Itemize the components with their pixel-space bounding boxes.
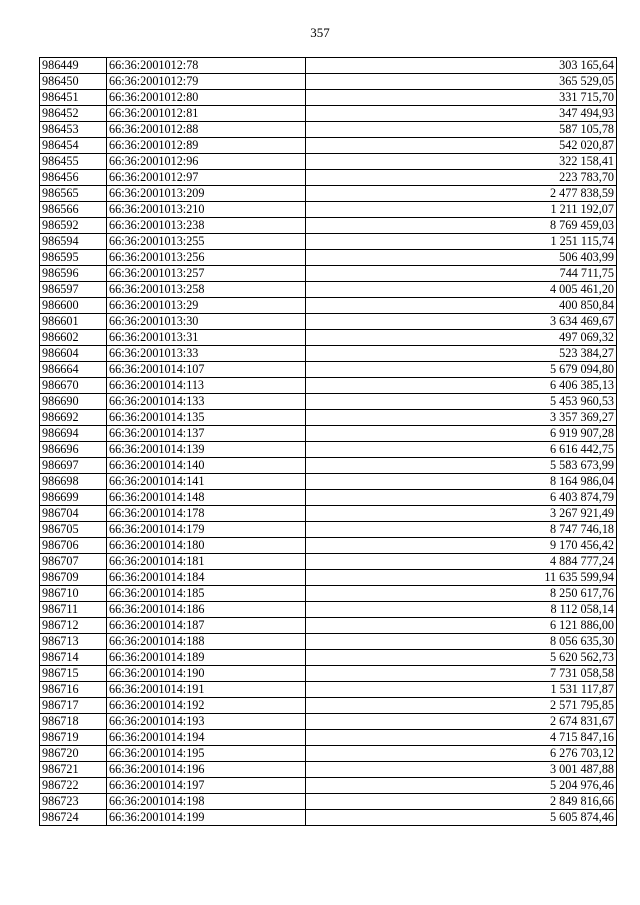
table-row [40,138,617,154]
cadastral-number-cell: 66:36:2001012:89 [107,138,306,154]
cadastral-value-cell: 542 020,87 [306,138,617,154]
table-row [40,154,617,170]
cadastral-value-cell: 2 571 795,85 [306,698,617,714]
cadastral-value-cell: 8 056 635,30 [306,634,617,650]
row-id-cell: 986724 [40,810,107,826]
cadastral-number-cell: 66:36:2001014:141 [107,474,306,490]
row-id-cell: 986594 [40,234,107,250]
cadastral-value-cell: 523 384,27 [306,346,617,362]
cadastral-number-cell: 66:36:2001014:178 [107,506,306,522]
row-id-cell: 986602 [40,330,107,346]
table-row [40,378,617,394]
row-id-cell: 986597 [40,282,107,298]
cadastral-number-cell: 66:36:2001014:187 [107,618,306,634]
cadastral-value-cell: 8 769 459,03 [306,218,617,234]
row-id-cell: 986705 [40,522,107,538]
table-row [40,346,617,362]
row-id-cell: 986722 [40,778,107,794]
cadastral-value-cell: 331 715,70 [306,90,617,106]
cadastral-number-cell: 66:36:2001014:199 [107,810,306,826]
cadastral-value-cell: 2 674 831,67 [306,714,617,730]
cadastral-value-cell: 7 731 058,58 [306,666,617,682]
row-id-cell: 986450 [40,74,107,90]
cadastral-value-cell: 303 165,64 [306,58,617,74]
cadastral-number-cell: 66:36:2001014:191 [107,682,306,698]
cadastral-number-cell: 66:36:2001014:190 [107,666,306,682]
cadastral-value-cell: 506 403,99 [306,250,617,266]
page-number: 357 [310,25,330,40]
cadastral-number-cell: 66:36:2001014:148 [107,490,306,506]
cadastral-value-cell: 4 884 777,24 [306,554,617,570]
table-row [40,90,617,106]
table-row [40,442,617,458]
cadastral-value-cell: 1 531 117,87 [306,682,617,698]
row-id-cell: 986711 [40,602,107,618]
table-row [40,602,617,618]
cadastral-value-cell: 2 477 838,59 [306,186,617,202]
cadastral-number-cell: 66:36:2001014:179 [107,522,306,538]
row-id-cell: 986595 [40,250,107,266]
table-row [40,106,617,122]
row-id-cell: 986698 [40,474,107,490]
cadastral-value-cell: 4 715 847,16 [306,730,617,746]
cadastral-number-cell: 66:36:2001013:256 [107,250,306,266]
cadastral-value-cell: 322 158,41 [306,154,617,170]
row-id-cell: 986707 [40,554,107,570]
table-row [40,810,617,826]
row-id-cell: 986717 [40,698,107,714]
cadastral-number-cell: 66:36:2001014:184 [107,570,306,586]
cadastral-value-cell: 3 267 921,49 [306,506,617,522]
row-id-cell: 986596 [40,266,107,282]
row-id-cell: 986456 [40,170,107,186]
cadastral-number-cell: 66:36:2001013:29 [107,298,306,314]
table-row [40,746,617,762]
cadastral-value-cell: 223 783,70 [306,170,617,186]
table-row [40,586,617,602]
cadastral-number-cell: 66:36:2001014:139 [107,442,306,458]
table-row [40,570,617,586]
row-id-cell: 986592 [40,218,107,234]
cadastral-number-cell: 66:36:2001012:88 [107,122,306,138]
cadastral-number-cell: 66:36:2001014:195 [107,746,306,762]
cadastral-number-cell: 66:36:2001014:133 [107,394,306,410]
cadastral-value-cell: 8 250 617,76 [306,586,617,602]
row-id-cell: 986715 [40,666,107,682]
cadastral-number-cell: 66:36:2001014:186 [107,602,306,618]
table-row [40,650,617,666]
cadastral-number-cell: 66:36:2001014:135 [107,410,306,426]
cadastral-number-cell: 66:36:2001014:197 [107,778,306,794]
table-row [40,634,617,650]
table-row [40,506,617,522]
cadastral-number-cell: 66:36:2001014:192 [107,698,306,714]
cadastral-value-cell: 497 069,32 [306,330,617,346]
table-row [40,538,617,554]
cadastral-number-cell: 66:36:2001014:198 [107,794,306,810]
row-id-cell: 986714 [40,650,107,666]
row-id-cell: 986712 [40,618,107,634]
cadastral-number-cell: 66:36:2001012:78 [107,58,306,74]
cadastral-number-cell: 66:36:2001013:238 [107,218,306,234]
cadastral-number-cell: 66:36:2001014:137 [107,426,306,442]
table-row [40,490,617,506]
table-row [40,122,617,138]
table-row [40,666,617,682]
cadastral-value-cell: 3 357 369,27 [306,410,617,426]
row-id-cell: 986449 [40,58,107,74]
table-row [40,522,617,538]
table-row [40,778,617,794]
row-id-cell: 986601 [40,314,107,330]
cadastral-value-cell: 6 406 385,13 [306,378,617,394]
cadastral-number-cell: 66:36:2001013:30 [107,314,306,330]
row-id-cell: 986664 [40,362,107,378]
row-id-cell: 986719 [40,730,107,746]
cadastral-number-cell: 66:36:2001012:97 [107,170,306,186]
cadastral-value-cell: 5 605 874,46 [306,810,617,826]
cadastral-number-cell: 66:36:2001014:113 [107,378,306,394]
table-row [40,218,617,234]
row-id-cell: 986566 [40,202,107,218]
table-row [40,554,617,570]
table-row [40,298,617,314]
cadastral-value-cell: 587 105,78 [306,122,617,138]
cadastral-number-cell: 66:36:2001012:79 [107,74,306,90]
cadastral-value-cell: 3 001 487,88 [306,762,617,778]
table-row [40,186,617,202]
cadastral-value-cell: 5 204 976,46 [306,778,617,794]
cadastral-value-cell: 6 121 886,00 [306,618,617,634]
cadastral-number-cell: 66:36:2001014:196 [107,762,306,778]
row-id-cell: 986452 [40,106,107,122]
cadastral-value-cell: 6 403 874,79 [306,490,617,506]
cadastral-value-cell: 4 005 461,20 [306,282,617,298]
table-row [40,202,617,218]
row-id-cell: 986694 [40,426,107,442]
cadastral-number-cell: 66:36:2001014:194 [107,730,306,746]
cadastral-number-cell: 66:36:2001014:107 [107,362,306,378]
cadastral-number-cell: 66:36:2001012:81 [107,106,306,122]
table-row [40,314,617,330]
cadastral-number-cell: 66:36:2001014:140 [107,458,306,474]
cadastral-number-cell: 66:36:2001014:189 [107,650,306,666]
cadastral-number-cell: 66:36:2001012:96 [107,154,306,170]
table-row [40,474,617,490]
row-id-cell: 986699 [40,490,107,506]
table-row [40,58,617,74]
table-row [40,266,617,282]
cadastral-value-cell: 9 170 456,42 [306,538,617,554]
cadastral-value-cell: 1 251 115,74 [306,234,617,250]
row-id-cell: 986455 [40,154,107,170]
row-id-cell: 986670 [40,378,107,394]
cadastral-number-cell: 66:36:2001013:31 [107,330,306,346]
cadastral-number-cell: 66:36:2001013:33 [107,346,306,362]
cadastral-value-cell: 400 850,84 [306,298,617,314]
table-row [40,74,617,90]
row-id-cell: 986704 [40,506,107,522]
table-body [40,58,617,826]
row-id-cell: 986710 [40,586,107,602]
row-id-cell: 986716 [40,682,107,698]
row-id-cell: 986690 [40,394,107,410]
cadastral-value-cell: 3 634 469,67 [306,314,617,330]
cadastral-value-cell: 2 849 816,66 [306,794,617,810]
table-row [40,618,617,634]
cadastral-number-cell: 66:36:2001014:193 [107,714,306,730]
table-row [40,682,617,698]
table-row [40,330,617,346]
cadastral-number-cell: 66:36:2001013:210 [107,202,306,218]
table-row [40,394,617,410]
cadastral-number-cell: 66:36:2001013:257 [107,266,306,282]
row-id-cell: 986604 [40,346,107,362]
cadastral-value-cell: 347 494,93 [306,106,617,122]
cadastral-number-cell: 66:36:2001014:180 [107,538,306,554]
table-row [40,714,617,730]
row-id-cell: 986600 [40,298,107,314]
cadastral-number-cell: 66:36:2001013:258 [107,282,306,298]
table-row [40,362,617,378]
cadastral-number-cell: 66:36:2001012:80 [107,90,306,106]
table-row [40,426,617,442]
cadastral-value-cell: 11 635 599,94 [306,570,617,586]
table-row [40,170,617,186]
cadastral-value-cell: 6 919 907,28 [306,426,617,442]
table-row [40,698,617,714]
row-id-cell: 986697 [40,458,107,474]
row-id-cell: 986713 [40,634,107,650]
cadastral-value-cell: 5 679 094,80 [306,362,617,378]
table-row [40,458,617,474]
row-id-cell: 986692 [40,410,107,426]
row-id-cell: 986454 [40,138,107,154]
row-id-cell: 986706 [40,538,107,554]
table-row [40,234,617,250]
row-id-cell: 986451 [40,90,107,106]
cadastral-value-cell: 8 164 986,04 [306,474,617,490]
table-row [40,250,617,266]
table-row [40,794,617,810]
cadastral-value-cell: 1 211 192,07 [306,202,617,218]
cadastral-number-cell: 66:36:2001013:209 [107,186,306,202]
row-id-cell: 986718 [40,714,107,730]
cadastral-value-cell: 5 620 562,73 [306,650,617,666]
cadastral-value-cell: 8 112 058,14 [306,602,617,618]
table-row [40,730,617,746]
cadastral-value-cell: 5 453 960,53 [306,394,617,410]
row-id-cell: 986720 [40,746,107,762]
table-row [40,410,617,426]
row-id-cell: 986453 [40,122,107,138]
row-id-cell: 986709 [40,570,107,586]
row-id-cell: 986721 [40,762,107,778]
cadastral-value-cell: 8 747 746,18 [306,522,617,538]
cadastral-value-cell: 5 583 673,99 [306,458,617,474]
row-id-cell: 986565 [40,186,107,202]
cadastral-value-cell: 6 276 703,12 [306,746,617,762]
cadastral-number-cell: 66:36:2001014:188 [107,634,306,650]
cadastral-value-table [39,57,617,826]
cadastral-value-cell: 365 529,05 [306,74,617,90]
table-row [40,762,617,778]
cadastral-value-cell: 744 711,75 [306,266,617,282]
cadastral-value-cell: 6 616 442,75 [306,442,617,458]
cadastral-number-cell: 66:36:2001014:185 [107,586,306,602]
cadastral-number-cell: 66:36:2001014:181 [107,554,306,570]
row-id-cell: 986723 [40,794,107,810]
row-id-cell: 986696 [40,442,107,458]
table-row [40,282,617,298]
cadastral-number-cell: 66:36:2001013:255 [107,234,306,250]
